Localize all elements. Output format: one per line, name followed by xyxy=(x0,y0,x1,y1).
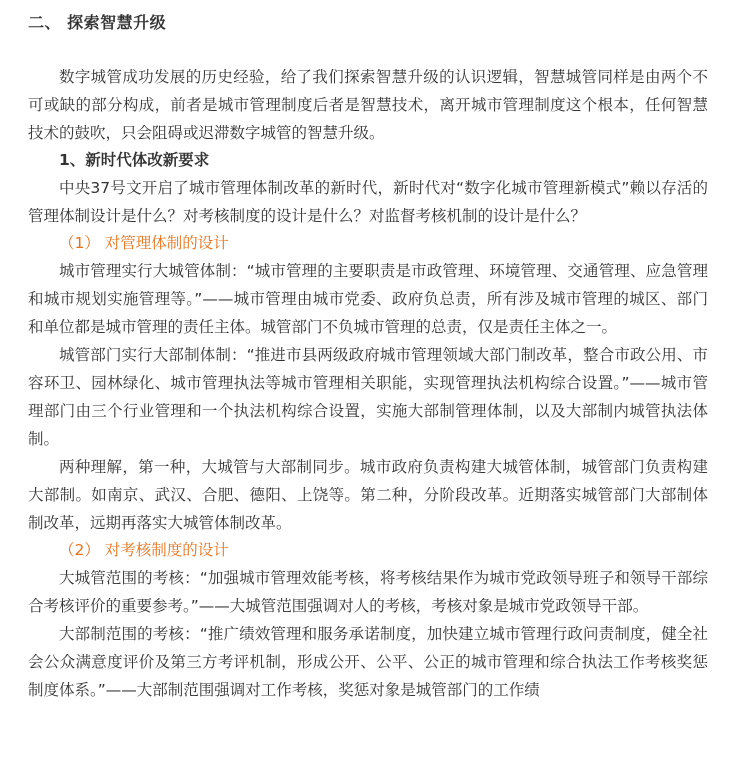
intro-paragraph: 数字城管成功发展的历史经验，给了我们探索智慧升级的认识逻辑，智慧城管同样是由两个不可或缺的部分构成，前者是城市管理制度后者是智慧技术，离开城市管理制度这个根本，任何智慧技术的鼓吹，只会阻碍或迟滞数字城管的智慧升级。 xyxy=(28,68,708,142)
paragraph-new-era: 中央37号文开启了城市管理体制改革的新时代，新时代对“数字化城市管理新模式”赖以存活的管理体制设计是什么？对考核制度的设计是什么？对监督考核机制的设计是什么？ xyxy=(28,179,708,225)
paragraph-big-city-assessment: 大城管范围的考核：“加强城市管理效能考核，将考核结果作为城市党政领导班子和领导干部综合考核评价的重要参考。”——大城管范围强调对人的考核，考核对象是城市党政领导干部。 xyxy=(28,569,708,615)
section-heading: 二、 探索智慧升级 xyxy=(28,13,167,32)
paragraph-two-understandings: 两种理解，第一种，大城管与大部制同步。城市政府负责构建大城管体制，城管部门负责构建大部制。如南京、武汉、合肥、德阳、上饶等。第二种，分阶段改革。近期落实城管部门大部制体制改革，远期再落实大城管体制改革。 xyxy=(28,458,708,532)
paragraph-big-city-management: 城市管理实行大城管体制：“城市管理的主要职责是市政管理、环境管理、交通管理、应急管理和城市规划实施管理等。”——城市管理由城市党委、政府负总责，所有涉及城市管理的城区、部门和单位都是城市管理的责任主体。城管部门不负城市管理的总责，仅是责任主体之一。 xyxy=(28,262,708,336)
paragraph-big-department-system: 城管部门实行大部制体制：“推进市县两级政府城市管理领域大部门制改革，整合市政公用、市容环卫、园林绿化、城市管理执法等城市管理相关职能，实现管理执法机构综合设置。”——城市管理部门由三个行业管理和一个执法机构综合设置，实施大部制管理体制，以及大部制内城管执法体制。 xyxy=(28,346,708,448)
subheading-management-system: （1） 对管理体制的设计 xyxy=(59,234,229,252)
subheading-assessment-system: （2） 对考核制度的设计 xyxy=(59,541,229,559)
paragraph-big-department-assessment: 大部制范围的考核：“推广绩效管理和服务承诺制度，加快建立城市管理行政问责制度，健全社会公众满意度评价及第三方考评机制，形成公开、公平、公正的城市管理和综合执法工作考核奖惩制度体系。”——大部制范围强调对工作考核，奖惩对象是城管部门的工作绩 xyxy=(28,625,708,699)
article-body xyxy=(28,63,708,704)
subsection-title-new-requirements: 1、新时代体改新要求 xyxy=(59,151,210,169)
